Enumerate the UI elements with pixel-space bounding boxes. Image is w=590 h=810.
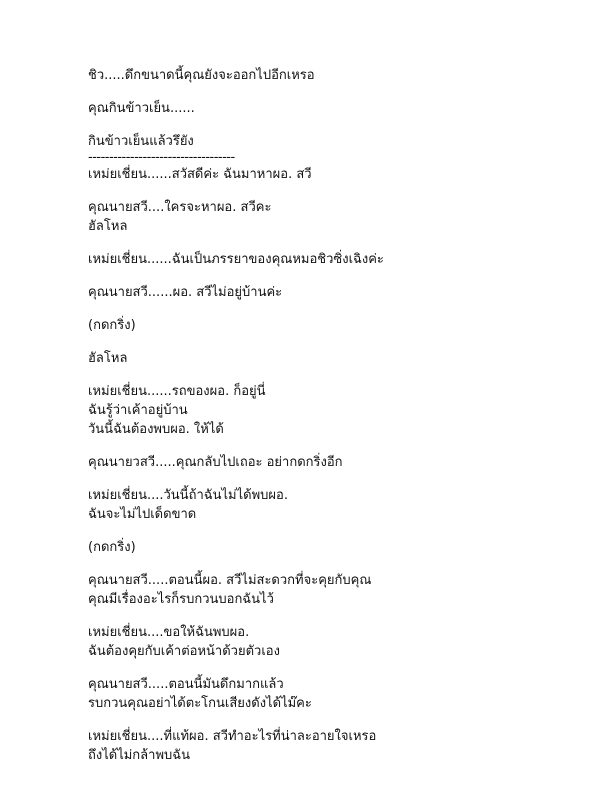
text-line: คุณนายสวี......ผอ. สวีไม่อยู่บ้านค่ะ bbox=[88, 285, 283, 300]
text-line: วันนี้ฉันต้องพบผอ. ให้ได้ bbox=[88, 422, 224, 437]
paragraph bbox=[88, 453, 570, 472]
paragraph bbox=[88, 486, 570, 524]
text-line: ชิว.....ดึกขนาดนี้คุณยังจะออกไปอีกเหรอ bbox=[88, 68, 315, 83]
text-line: เหม่ยเชี่ยน....ที่แท้ผอ. สวีทำอะไรที่น่าละอายใจเหรอ bbox=[88, 729, 377, 744]
text-line: คุณนายสวี.....ตอนนี้ผอ. สวีไม่สะดวกที่จะคุยกับคุณ bbox=[88, 573, 372, 588]
text-line: คุณมีเรื่องอะไรก็รบกวนบอกฉันไว้ bbox=[88, 592, 274, 607]
text-line: ฮัลโหล bbox=[88, 219, 128, 234]
text-line: ฉันรู้ว่าเค้าอยู่บ้าน bbox=[88, 403, 188, 418]
paragraph bbox=[88, 571, 570, 609]
text-line: เหม่ยเชี่ยน......สวัสดีค่ะ ฉันมาหาผอ. สวี bbox=[88, 167, 312, 182]
text-line: เหม่ยเชี่ยน....วันนี้ถ้าฉันไม่ได้พบผอ. bbox=[88, 488, 288, 503]
paragraph bbox=[88, 132, 570, 151]
paragraph bbox=[88, 283, 570, 302]
text-line: (กดกริ่ง) bbox=[88, 540, 136, 555]
paragraph bbox=[88, 165, 570, 184]
paragraph bbox=[88, 382, 570, 439]
document-body bbox=[88, 66, 570, 779]
text-line: คุณกินข้าวเย็น...... bbox=[88, 101, 195, 116]
paragraph bbox=[88, 66, 570, 85]
paragraph bbox=[88, 623, 570, 661]
paragraph bbox=[88, 349, 570, 368]
text-line: ฮัลโหล bbox=[88, 351, 128, 366]
text-line: กินข้าวเย็นแล้วรึยัง bbox=[88, 134, 194, 149]
text-line: คุณนายสวี.....ตอนนี้มันดึกมากแล้ว bbox=[88, 677, 284, 692]
text-line: ฉันต้องคุยกับเค้าต่อหน้าด้วยตัวเอง bbox=[88, 644, 280, 659]
text-line: ถึงได้ไม่กล้าพบฉัน bbox=[88, 748, 191, 763]
text-line: คุณนายวสวี.....คุณกลับไปเถอะ อย่ากดกริ่งอีก bbox=[88, 455, 343, 470]
paragraph bbox=[88, 727, 570, 765]
paragraph bbox=[88, 675, 570, 713]
paragraph bbox=[88, 538, 570, 557]
text-line: เหม่ยเชี่ยน......รถของผอ. ก็อยู่นี่ bbox=[88, 384, 266, 399]
text-line: คุณนายสวี....ใครจะหาผอ. สวีคะ bbox=[88, 200, 272, 215]
text-line: (กดกริ่ง) bbox=[88, 318, 136, 333]
text-line: รบกวนคุณอย่าได้ตะโกนเสียงดังได้ไม๊คะ bbox=[88, 696, 312, 711]
text-line: เหม่ยเชี่ยน......ฉันเป็นภรรยาของคุณหมอชิวซิ่งเฉิงค่ะ bbox=[88, 252, 384, 267]
paragraph bbox=[88, 198, 570, 236]
dashed-divider: ----------------------------------- bbox=[88, 150, 235, 165]
text-line: เหม่ยเชี่ยน....ขอให้ฉันพบผอ. bbox=[88, 625, 250, 640]
paragraph bbox=[88, 99, 570, 118]
paragraph bbox=[88, 316, 570, 335]
paragraph bbox=[88, 250, 570, 269]
text-line: ฉันจะไม่ไปเด็ดขาด bbox=[88, 507, 197, 522]
